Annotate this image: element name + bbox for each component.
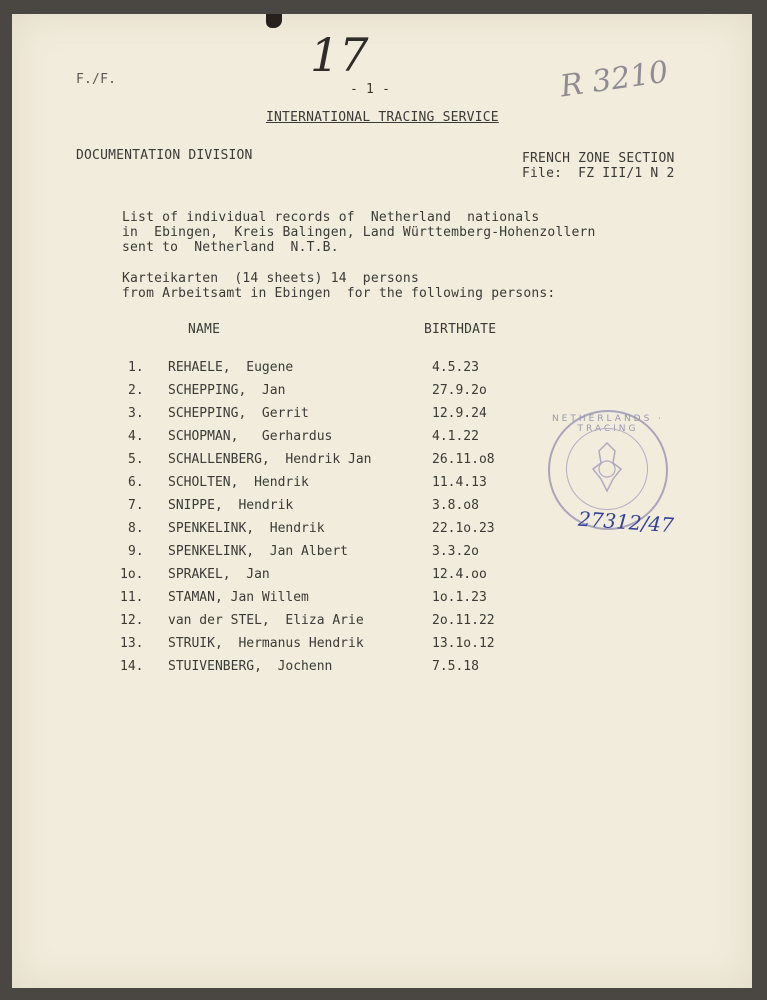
division-label: DOCUMENTATION DIVISION xyxy=(76,148,253,163)
record-number: 11. xyxy=(120,590,144,605)
record-birthdate: 3.8.o8 xyxy=(432,498,479,513)
record-birthdate: 3.3.2o xyxy=(432,544,479,559)
record-number: 1. xyxy=(128,360,144,375)
record-birthdate: 13.1o.12 xyxy=(432,636,495,651)
record-birthdate: 4.1.22 xyxy=(432,429,479,444)
initials: F./F. xyxy=(76,72,117,87)
record-birthdate: 26.11.o8 xyxy=(432,452,495,467)
intro-line-4: Karteikarten (14 sheets) 14 persons xyxy=(122,271,419,286)
intro-line-2: in Ebingen, Kreis Balingen, Land Württemberg-Hohenzollern xyxy=(122,225,596,240)
record-name: SPRAKEL, Jan xyxy=(168,567,270,582)
record-number: 3. xyxy=(128,406,144,421)
page-title: INTERNATIONAL TRACING SERVICE xyxy=(266,110,499,125)
crest-icon xyxy=(567,429,647,509)
record-number: 4. xyxy=(128,429,144,444)
file-reference: File: FZ III/1 N 2 xyxy=(522,166,675,181)
record-number: 14. xyxy=(120,659,144,674)
handwritten-reference: R 3210 xyxy=(558,54,671,105)
record-number: 1o. xyxy=(120,567,144,582)
record-number: 5. xyxy=(128,452,144,467)
handwritten-stamp-number: 27312/47 xyxy=(577,506,675,538)
intro-line-1: List of individual records of Netherland nationals xyxy=(122,210,540,225)
document-page xyxy=(12,14,752,988)
record-number: 13. xyxy=(120,636,144,651)
record-birthdate: 27.9.2o xyxy=(432,383,487,398)
record-number: 9. xyxy=(128,544,144,559)
intro-line-3: sent to Netherland N.T.B. xyxy=(122,240,339,255)
record-name: REHAELE, Eugene xyxy=(168,360,294,375)
page-number: - 1 - xyxy=(350,82,391,97)
record-name: SPENKELINK, Jan Albert xyxy=(168,544,349,559)
record-birthdate: 7.5.18 xyxy=(432,659,479,674)
record-birthdate: 1o.1.23 xyxy=(432,590,487,605)
record-birthdate: 11.4.13 xyxy=(432,475,487,490)
record-name: SCHOPMAN, Gerhardus xyxy=(168,429,333,444)
record-name: SCHEPPING, Gerrit xyxy=(168,406,309,421)
record-name: van der STEL, Eliza Arie xyxy=(168,613,364,628)
section-label: FRENCH ZONE SECTION xyxy=(522,151,675,166)
record-number: 8. xyxy=(128,521,144,536)
stamp-crest-ring xyxy=(566,428,648,510)
handwritten-top-mark: 17 xyxy=(310,28,369,82)
intro-line-5: from Arbeitsamt in Ebingen for the following persons: xyxy=(122,286,556,301)
record-name: SNIPPE, Hendrik xyxy=(168,498,294,513)
record-number: 2. xyxy=(128,383,144,398)
record-birthdate: 12.4.oo xyxy=(432,567,487,582)
record-number: 12. xyxy=(120,613,144,628)
record-name: SCHALLENBERG, Hendrik Jan xyxy=(168,452,372,467)
stamp-text: NETHERLANDS · TRACING xyxy=(551,414,665,434)
record-number: 6. xyxy=(128,475,144,490)
record-name: SCHOLTEN, Hendrik xyxy=(168,475,309,490)
record-name: SPENKELINK, Hendrik xyxy=(168,521,325,536)
record-birthdate: 22.1o.23 xyxy=(432,521,495,536)
column-header-birthdate: BIRTHDATE xyxy=(424,322,497,337)
record-birthdate: 12.9.24 xyxy=(432,406,487,421)
record-name: SCHEPPING, Jan xyxy=(168,383,286,398)
column-header-name: NAME xyxy=(188,322,221,337)
record-name: STRUIK, Hermanus Hendrik xyxy=(168,636,364,651)
record-name: STUIVENBERG, Jochenn xyxy=(168,659,333,674)
record-number: 7. xyxy=(128,498,144,513)
record-birthdate: 4.5.23 xyxy=(432,360,479,375)
record-birthdate: 2o.11.22 xyxy=(432,613,495,628)
record-name: STAMAN, Jan Willem xyxy=(168,590,309,605)
punch-hole xyxy=(266,14,282,28)
